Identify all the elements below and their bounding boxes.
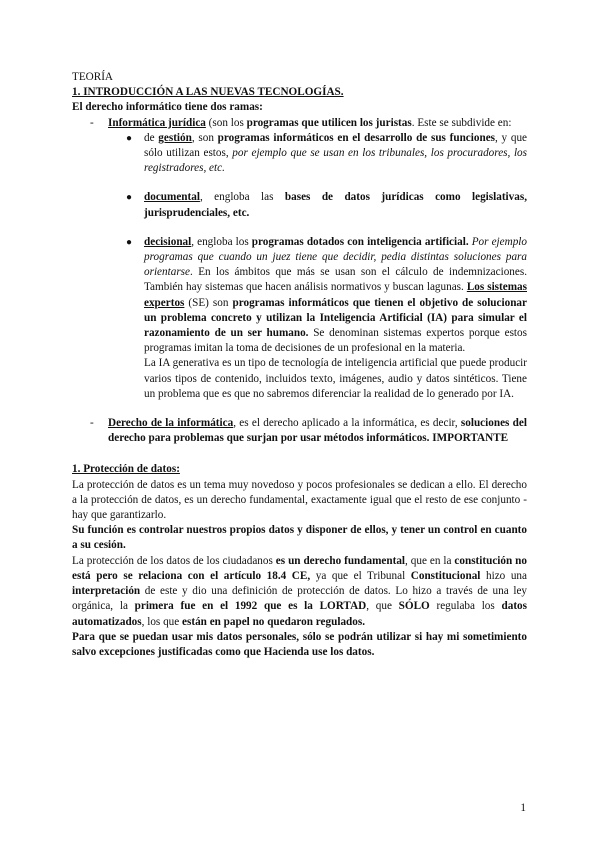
text-run: hizo una	[480, 569, 527, 582]
document-page	[72, 70, 527, 660]
dash-marker: -	[90, 116, 94, 129]
text-run: , y que sólo utilizan estos,	[144, 131, 528, 160]
bold-run: constitución no está pero se relaciona con el artículo 18.4 CE,	[72, 554, 527, 582]
text-run: de	[144, 131, 159, 144]
bold-run: Para que se puedan usar mis datos personales, sólo se podrán utilizar si hay mi sometimiento salvo excepciones justificadas como que Hacienda use los datos.	[72, 630, 527, 658]
section-title-text: 1. Protección de datos:	[72, 463, 180, 476]
term-gestion: gestión	[158, 131, 192, 144]
bullet-icon: ●	[126, 192, 133, 204]
text-run: , engloba las	[199, 191, 285, 204]
bold-run: programas que utilicen los juristas	[246, 116, 412, 129]
bold-run: Constitucional	[410, 569, 481, 582]
term-derecho-informatica: Derecho de la informática	[108, 417, 234, 430]
bold-run: están en papel no quedaron regulados.	[182, 615, 366, 628]
bold-run: datos automatizados	[72, 600, 527, 628]
section-paragraph-2	[72, 523, 527, 553]
bold-run: interpretación	[72, 585, 141, 598]
text-run: . Este se subdivide en:	[411, 116, 512, 129]
section-title	[72, 462, 527, 477]
bullet-icon: ●	[126, 132, 133, 144]
gestion-text	[144, 131, 527, 177]
text-run: , engloba los	[191, 235, 252, 248]
text-run: regulaba los	[429, 600, 502, 613]
doc-title	[72, 85, 527, 100]
text-run: , que en la	[405, 554, 455, 567]
text-run: La protección de los datos de los ciudadanos	[72, 554, 276, 567]
spacer	[72, 446, 527, 462]
rama1-text	[108, 116, 527, 131]
text-run: (SE) son	[184, 296, 233, 309]
heading: TEORÍA	[72, 71, 114, 83]
bold-run: programas informáticos en el desarrollo de sus funciones	[217, 131, 496, 144]
bold-run: programas informáticos que tienen el objetivo de solucionar un problema concreto y utilizan la Inteligencia Artificial (IA) para simular el razonamiento de un ser humano.	[144, 296, 527, 340]
italic-run: por ejemplo que se usan en los tribunales, los procuradores, los registradores, etc.	[144, 147, 528, 175]
text-run: , son	[191, 131, 218, 144]
bold-run: primera fue en el 1992 que es la LORTAD	[134, 600, 367, 613]
text-run: de este y dio una definición de protección de datos. Lo hizo a través de una ley orgánica, la	[72, 585, 527, 613]
ia-generativa-text: La IA generativa es un tipo de tecnología de inteligencia artificial que puede producir varios tipos de contenido, incluidos texto, imágenes, audio y datos sintéticos. Tiene un problema que es que no sabremos diferenciar la realidad de lo generado por IA.	[144, 357, 527, 400]
bold-run: SÓLO	[398, 600, 430, 613]
text-run: ya que el Tribunal	[310, 569, 411, 582]
title-text: 1. INTRODUCCIÓN A LAS NUEVAS TECNOLOGÍAS.	[72, 86, 344, 99]
text-run: , los que	[141, 615, 183, 628]
decisional-body	[144, 235, 527, 402]
section-paragraph-1: La protección de datos es un tema muy novedoso y pocos profesionales se dedican a ello. El derecho a la protección de datos, es un derecho fundamental, exactamente igual que el resto de ese conjunto - hay que garantizarlo.	[72, 478, 527, 522]
bullet-icon: ●	[126, 236, 133, 248]
page-number: 1	[520, 802, 526, 814]
term-decisional: decisional	[144, 235, 192, 248]
list-item-decisional	[126, 235, 527, 402]
rama2-text	[108, 416, 527, 446]
bold-run: programas dotados con inteligencia artificial.	[251, 235, 469, 248]
term-informatica-juridica: Informática jurídica	[108, 116, 206, 129]
section-paragraph-4	[72, 630, 527, 660]
list-item-documental	[126, 190, 527, 220]
rama-informatica-juridica	[90, 116, 527, 131]
subdivision-list	[126, 131, 527, 402]
dash-marker: -	[90, 417, 94, 430]
text-run: Se denominan sistemas expertos porque estos programas imitan la toma de decisiones de un profesional en la materia.	[144, 327, 527, 355]
intro-line	[72, 100, 527, 115]
decisional-text	[144, 235, 527, 357]
text-run: , es el derecho aplicado a la informática, es decir,	[233, 417, 461, 430]
bold-run: Su función es controlar nuestros propios datos y disponer de ellos, y tener un control en cuanto a su cesión.	[72, 524, 527, 552]
list-item-gestion	[126, 131, 527, 177]
section-paragraph-3	[72, 554, 527, 630]
text-run: (son los	[205, 116, 247, 129]
text-run: . En los ámbitos que más se usan son el cálculo de indemnizaciones. También hay sistemas que hacen análisis normativos y buscan lagunas.	[144, 266, 527, 294]
term-sistemas-expertos: Los sistemas expertos	[144, 281, 527, 309]
rama-derecho-informatica	[90, 416, 527, 446]
bold-run: bases de datos jurídicas como legislativas, jurisprudenciales, etc.	[144, 191, 528, 219]
bold-run: es un derecho fundamental	[275, 554, 406, 567]
italic-run: Por ejemplo programas que cuando un juez tiene que decidir, pedia distintas soluciones para orientarse	[144, 235, 527, 279]
term-documental: documental	[144, 191, 200, 204]
intro-text: El derecho informático tiene dos ramas:	[72, 101, 263, 114]
bold-run: soluciones del derecho para problemas que surjan por usar métodos informáticos. IMPORTANTE	[108, 417, 527, 445]
documental-text	[144, 190, 527, 220]
text-run: , que	[366, 600, 399, 613]
